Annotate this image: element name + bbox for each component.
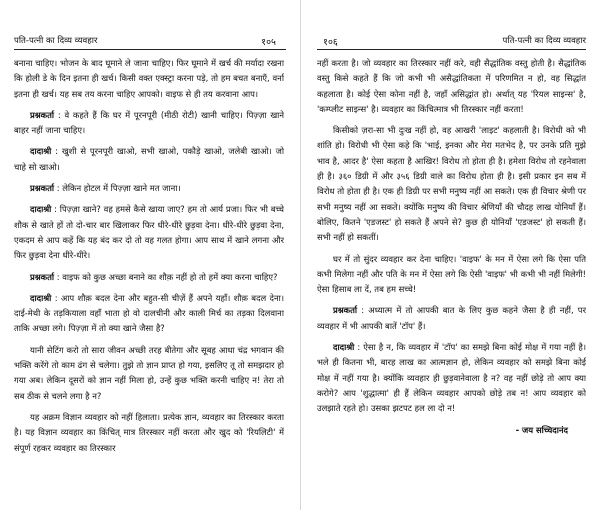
closing-signature: - जय सच्चिदानंद — [515, 424, 568, 435]
paragraph-text: घर में तो सुंदर व्यवहार कर देना चाहिए। 'वाइफ' के मन में ऐसा लगे कि ऐसा पति कभी मिलेगा नहीं और पति के मन में ऐसा लगे कि ऐसी 'वाइफ' भी कभी भी नहीं मिलेगी! ऐसा हिसाब ला दें, तब हम सच्चे! — [317, 253, 586, 295]
paragraph-text: : पिज़्ज़ा खाने? वह हमसे कैसे खाया जाए? हम तो आर्य प्रजा। फिर भी बच्चे शौक से खाते हों तो दो-चार बार खिलाकर फिर धीरे-धीरे छुड़वा देना। धीरे-धीरे छुड़वा देना, एकदम से आप कहें कि यह बंद कर दो तो वह गलत होगा। आप साथ में खाने लगना और फिर छुड़वा देना धीरे-धीरे। — [14, 204, 284, 261]
paragraph — [14, 181, 284, 196]
paragraph — [14, 343, 284, 404]
paragraph — [14, 291, 284, 337]
paragraph-text: किसीको ज़रा-सा भी दुःख नहीं हो, वह आखरी 'लाइट' कहलाती है। विरोधी को भी शांति हो। विरोधी भी ऐसा कहे कि 'भाई, इनका और मेरा मतभेद है, पर उनके प्रति मुझे भाव है, आदर है' ऐसा कहता है आखिर! विरोध तो होता ही है। हमेशा विरोध तो रहनेवाला ही है। ३६० डिग्री में और ३५६ डिग्री वाले का विरोध होता ही है। इसी प्रकार इन सब में विरोध तो होता ही है। एक ही डिग्री पर सभी मनुष्य नहीं आ सकते। एक ही विचार श्रेणी पर सभी मनुष्य नहीं आ सकते। क्योंकि मनुष्य की विचार श्रेणियाँ की चौदह लाख योनियाँ हैं। बोलिए, कितने 'एडजस्ट' हो सकते हैं अपने से? कुछ ही योनियाँ 'एडजस्ट' हो सकती हैं। सभी नहीं हो सकतीं। — [317, 125, 586, 243]
paragraph — [14, 56, 284, 102]
paragraph-text: : आप शौक़ बदल देना और बहुत-सी चीज़ें हैं अपने यहाँ। शौक़ बदल देना। दाई-मेथी के तड़कियाला वहाँ भाता हो वो दालचीनी और काली मिर्च का तड़का दिलवाना ताकि अच्छा लगे। पिज़्ज़ा में तो क्या खाने जैसा है? — [14, 292, 284, 334]
speaker-label: दादाश्री — [30, 292, 52, 303]
speaker-label: दादाश्री — [333, 342, 355, 353]
left-header-rule — [14, 49, 286, 50]
paragraph — [317, 252, 586, 298]
paragraph-text: : खुशी से पूरनपूरी खाओ, सभी खाओ, पकौड़े खाओ, जलेबी खाओ। जो चाहे सो खाओ। — [14, 146, 284, 172]
paragraph-text: यह अक्रम विज्ञान व्यवहार को नहीं हिलाता। प्रत्येक ज्ञान, व्यवहार का तिरस्कार करता है। यह विज्ञान व्यवहार का किंचित् मात्र तिरस्कार नहीं करता और खुद को 'रियलिटी' में संपूर्ण रहकर व्यवहार का तिरस्कार — [14, 411, 284, 453]
paragraph-text: : ऐसा है न, कि व्यवहार में 'टॉप' का समझे बिना कोई मोक्ष में गया नहीं है। भले ही कितना भी, बारह लाख का आत्मज्ञान हो, लेकिन व्यवहार को समझे बिना कोई मोक्ष में नहीं गया है। क्योंकि व्यवहार ही छुड़वानेवाला है न? वह नहीं छोड़े तो आप क्या करोगे? आप 'शुद्धात्मा' ही हैं लेकिन व्यवहार आपको छोड़े तब न! आप व्यवहार को उलझाते रहते हो। उसका झटपट हल ला दो न! — [317, 342, 586, 414]
paragraph — [14, 410, 284, 456]
speaker-label: प्रश्नकर्ता — [30, 183, 55, 194]
right-header-rule — [317, 49, 586, 50]
paragraph-text: बनाना चाहिए। भोजन के बाद घूमाने ले जाना चाहिए। फिर घूमाने में खर्च की मर्यादा रखना कि होली डे के दिन इतना ही खर्च। किसी वक्त एक्स्ट्रा करना पड़े, तो हम बचत बनाएँ, वर्ना इतना ही खर्च। यह सब तय करना चाहिए आपको। वाइफ से ही तय करवाना आप। — [14, 58, 284, 99]
paragraph — [14, 144, 284, 175]
speaker-label: प्रश्नकर्ता — [30, 109, 55, 120]
speaker-label: दादाश्री — [30, 146, 52, 157]
paragraph-text: यानी सेटिंग करो तो सारा जीवन अच्छी तरह बीतेगा और सूबह आधा चंद्र भगवान की भक्ति करेंगे तो काम ढंग से चलेगा। तुझे तो ज्ञान प्राप्त हो गया, इसलिए तू तो समझदार हो गया अब। लेकिन दूसरों को ज्ञान नहीं मिला हो, उन्हें कुछ भक्ति करनी चाहिए न! तेरा तो सब ठीक से चलने लगा है न? — [14, 344, 284, 401]
paragraph-text: : अध्यात्म में तो आपकी बात के लिए कुछ कहने जैसा है ही नहीं, पर व्यवहार में भी आपकी बातें 'टॉप' हैं। — [317, 305, 586, 331]
paragraph — [14, 202, 284, 263]
speaker-label: दादाश्री — [30, 204, 52, 215]
right-page-number: १०६ — [323, 37, 338, 48]
paragraph — [14, 270, 284, 285]
left-page-number: १०५ — [261, 37, 276, 48]
paragraph-text: : लेकिन होटल में पिज़्ज़ा खाने मत जाना। — [54, 183, 181, 194]
paragraph-text: : वे कहते हैं कि घर में पूरनपूरी (मीठी रोटी) खानी चाहिए। पिज़्ज़ा खाने बाहर नहीं जाना चाहिए। — [14, 109, 284, 136]
speaker-label: प्रश्नकर्ता — [30, 271, 55, 282]
speaker-label: प्रश्नकर्ता — [333, 305, 358, 316]
paragraph — [317, 303, 586, 334]
paragraph — [317, 123, 586, 245]
paragraph-text: नहीं करता है। जो व्यवहार का तिरस्कार नहीं करे, वही सैद्धांतिक वस्तु होती है। सैद्धांतिक वस्तु किसे कहते हैं कि जो कभी भी असैद्धांतिकता में परिणमित न हो, वह सिद्धांत कहलाता है। कोई ऐसा कोना नहीं है, जहाँ असिद्धांत हो। अर्थात् यह 'रियल साइन्स' है, 'कम्प्लीट साइन्स' है। व्यवहार का किंचित्मात्र भी तिरस्कार नहीं करता! — [317, 58, 586, 114]
paragraph — [317, 340, 586, 416]
paragraph-text: : वाइफ को कुछ अच्छा बनाने का शौक़ नहीं हो तो हमें क्या करना चाहिए? — [54, 271, 278, 282]
paragraph — [14, 108, 284, 139]
right-header-title: पति-पत्नी का दिव्य व्यवहार — [502, 36, 586, 46]
left-header-title: पति-पत्नी का दिव्य व्यवहार — [14, 36, 98, 46]
left-page-body — [14, 56, 284, 504]
right-page-body — [317, 56, 586, 504]
paragraph — [317, 56, 586, 117]
right-page — [301, 0, 600, 510]
